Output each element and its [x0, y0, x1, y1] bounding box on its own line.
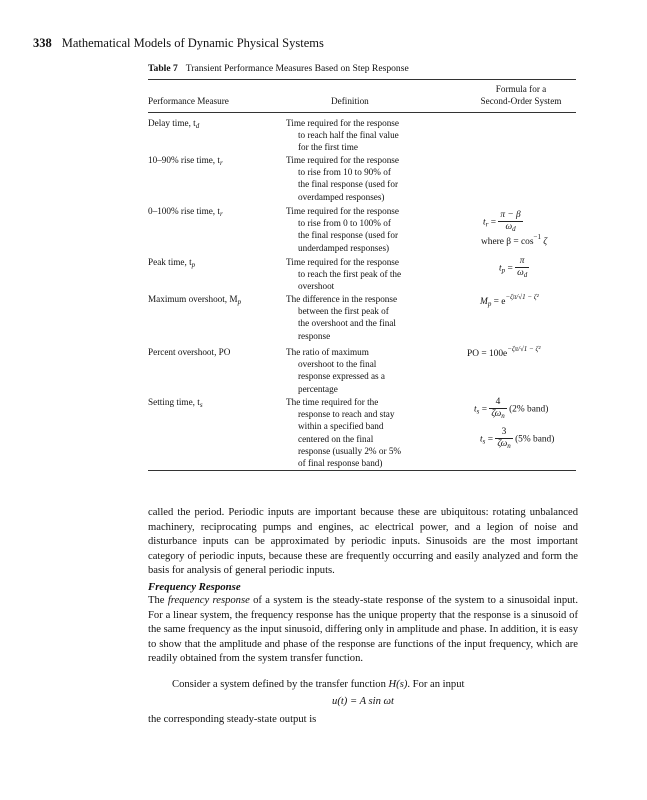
table-header-rule [148, 112, 576, 113]
measure-rise-time-10-90: 10–90% rise time, $t_r$ [148, 155, 223, 167]
paragraph-transfer-function: Consider a system defined by the transfer function H(s). For an input [172, 679, 465, 690]
running-head [33, 36, 324, 51]
formula-settling-time-2pct: $t_s$ = $\frac{4}{\zeta\omega_n}$ (2% band) [474, 397, 549, 420]
page-number: 338 [33, 36, 52, 50]
table-bottom-rule [148, 470, 576, 471]
column-header-definition: Definition [331, 96, 369, 106]
paragraph-steady-state-output: the corresponding steady-state output is [148, 714, 317, 725]
measure-percent-overshoot: Percent overshoot, PO [148, 347, 231, 357]
definition-peak-time: Time required for the response to reach the first peak of the overshoot [286, 257, 402, 292]
formula-rise-time: $t_r$ = $\frac{\pi - \beta}{\omega_d}$ [483, 210, 521, 233]
table-title: Transient Performance Measures Based on Step Response [185, 63, 409, 74]
definition-rise-time-10-90: Time required for the response to rise from 10 to 90% of the final response (used for overdamped responses) [286, 155, 399, 202]
definition-percent-overshoot: The ratio of maximum overshoot to the final response expressed as a percentage [286, 347, 385, 394]
formula-settling-time-5pct: $t_s$ = $\frac{3}{\zeta\omega_n}$ (5% band) [480, 427, 555, 450]
formula-percent-overshoot: PO = $100e^{-\zeta\pi/√1 - \zeta^2}$ [467, 345, 541, 359]
formula-maximum-overshoot: $M_p = e^{-\zeta\pi/√1 - \zeta^2}$ [480, 293, 539, 308]
table-label: Table 7 [148, 63, 178, 74]
book-title: Mathematical Models of Dynamic Physical Systems [61, 36, 324, 50]
table-top-rule [148, 79, 576, 80]
measure-setting-time: Setting time, $t_s$ [148, 397, 203, 409]
definition-rise-time-0-100: Time required for the response to rise from 0 to 100% of the final response (used for underdamped responses) [286, 206, 399, 253]
formula-peak-time: $t_p$ = $\frac{\pi}{\omega_d}$ [499, 256, 528, 279]
term-frequency-response: frequency response [167, 595, 250, 606]
measure-maximum-overshoot: Maximum overshoot, $M_p$ [148, 294, 242, 306]
table-caption [148, 63, 409, 74]
equation-input: u(t) = A sin ωt [332, 696, 394, 707]
measure-peak-time: Peak time, $t_p$ [148, 257, 196, 269]
column-header-formula-line2: Second-Order System [480, 95, 562, 106]
measure-rise-time-0-100: 0–100% rise time, $t_r$ [148, 206, 223, 218]
paragraph-periodic-inputs: called the period. Periodic inputs are important because these are ubiquitous: rotating unbalanced machinery, reciprocating pumps and engines, ac electrical power, and a legion of noise and disturbance inputs can be approximated by periodic inputs. Sinusoids are the most important category of periodic inputs, because these are frequently occurring and easily analyzed and form the basis for analysis of general periodic inputs. [148, 507, 578, 577]
definition-delay-time: Time required for the response to reach half the final value for the first time [286, 118, 399, 153]
paragraph-frequency-response: The frequency response of a system is the steady-state response of the system to a sinusoidal input. For a linear system, the frequency response has the unique property that the response is a sinusoid of the same frequency as the input sinusoid, differing only in amplitude and phase. In addition, it is easy to show that the amplitude and phase of the response are functions of the input frequency, which are readily obtained from the system transfer function. [148, 595, 579, 665]
column-header-measure: Performance Measure [148, 96, 229, 106]
formula-rise-time-where: where $\beta = \cos^{-1} \zeta$ [481, 233, 548, 247]
column-header-formula-line1: Formula for a [495, 84, 547, 94]
definition-maximum-overshoot: The difference in the response between the first peak of the overshoot and the final response [286, 294, 398, 341]
definition-setting-time: The time required for the response to reach and stay within a specified band centered on the final response (usually 2% or 5% of final response band) [286, 397, 402, 469]
section-heading-frequency-response: Frequency Response [148, 581, 241, 593]
measure-delay-time: Delay time, $t_d$ [148, 118, 200, 130]
column-header-formula [465, 84, 577, 107]
